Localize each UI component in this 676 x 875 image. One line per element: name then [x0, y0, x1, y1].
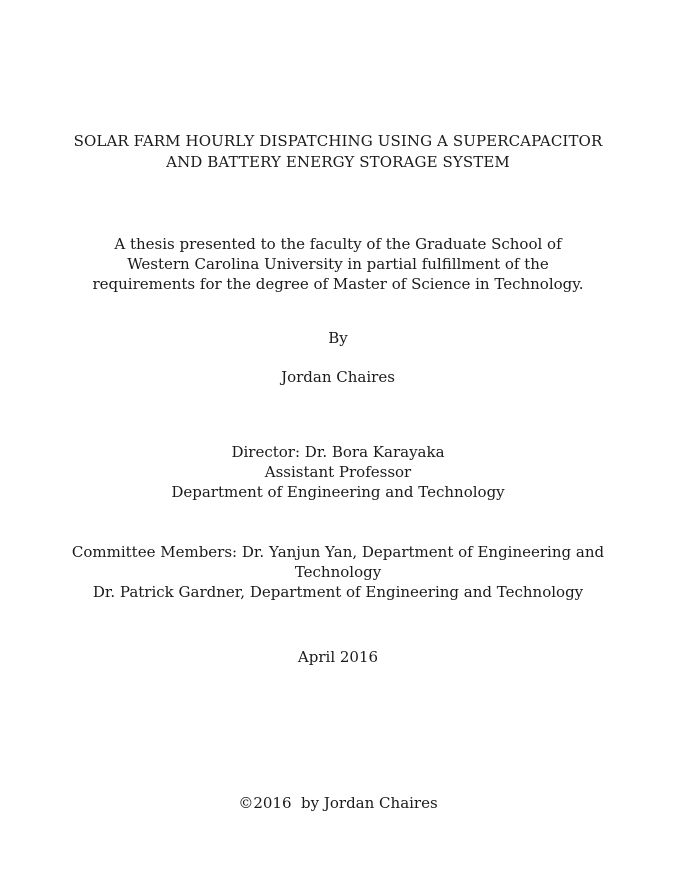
director-info [0, 442, 676, 502]
committee-line-1: Committee Members: Dr. Yanjun Yan, Department of Engineering and [71, 543, 605, 561]
by-label-block [0, 328, 676, 348]
submission-date: April 2016 [297, 648, 379, 666]
purpose-line-1: A thesis presented to the faculty of the Graduate School of [114, 235, 562, 253]
submission-date-block [0, 647, 676, 667]
title-line-1: SOLAR FARM HOURLY DISPATCHING USING A SUPERCAPACITOR [73, 132, 603, 150]
title-line-2: AND BATTERY ENERGY STORAGE SYSTEM [166, 153, 510, 171]
director-name: Director: Dr. Bora Karayaka [231, 443, 445, 461]
author-block [0, 367, 676, 387]
author-name: Jordan Chaires [281, 368, 395, 386]
director-title: Assistant Professor [264, 463, 412, 481]
director-department: Department of Engineering and Technology [171, 483, 505, 501]
by-label: By [328, 329, 348, 347]
committee-line-3: Dr. Patrick Gardner, Department of Engineering and Technology [92, 583, 584, 601]
thesis-purpose-statement [0, 234, 676, 294]
committee-line-2: Technology [294, 563, 382, 581]
copyright-notice: ©2016 by Jordan Chaires [238, 794, 438, 812]
copyright-notice-block [0, 793, 676, 813]
thesis-title [0, 131, 676, 173]
purpose-line-2: Western Carolina University in partial fulfillment of the [127, 255, 549, 273]
committee-members [0, 542, 676, 602]
purpose-line-3: requirements for the degree of Master of Science in Technology. [92, 275, 584, 293]
